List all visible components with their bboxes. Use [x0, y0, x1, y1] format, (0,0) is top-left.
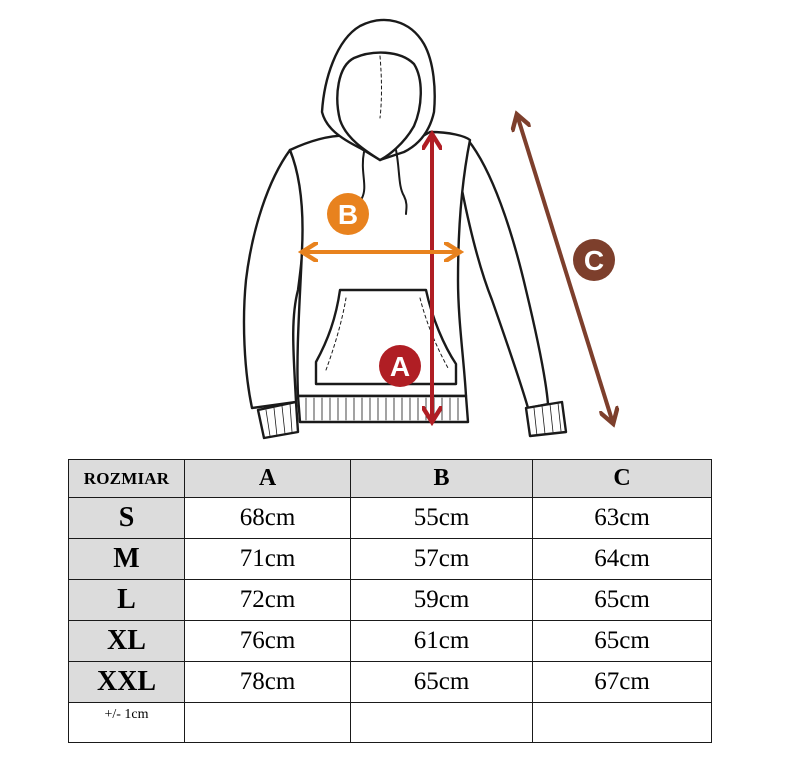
- measure-a-cell: 71cm: [185, 539, 351, 580]
- svg-text:A: A: [389, 351, 411, 382]
- waistband: [298, 396, 468, 422]
- tolerance-note: +/- 1cm: [69, 703, 185, 743]
- measure-c-cell: 65cm: [533, 580, 712, 621]
- measure-b-cell: 55cm: [351, 498, 533, 539]
- header-column-b: B: [351, 460, 533, 498]
- header-size-label: ROZMIAR: [69, 460, 185, 498]
- measure-b-cell: 59cm: [351, 580, 533, 621]
- size-cell: S: [69, 498, 185, 539]
- measure-c-cell: 67cm: [533, 662, 712, 703]
- table-row: [69, 662, 712, 703]
- svg-text:B: B: [337, 199, 359, 230]
- measure-c-cell: 64cm: [533, 539, 712, 580]
- header-column-a: A: [185, 460, 351, 498]
- size-chart-table: [68, 459, 712, 743]
- size-cell: M: [69, 539, 185, 580]
- size-cell: XXL: [69, 662, 185, 703]
- tolerance-row: [69, 703, 712, 743]
- measure-c-cell: 65cm: [533, 621, 712, 662]
- table-row: [69, 621, 712, 662]
- size-cell: L: [69, 580, 185, 621]
- size-cell: XL: [69, 621, 185, 662]
- badge-c: [573, 239, 615, 281]
- right-sleeve: [462, 140, 548, 408]
- measure-b-cell: 61cm: [351, 621, 533, 662]
- empty-cell: [185, 703, 351, 743]
- badge-b: [327, 193, 369, 235]
- measure-a-cell: 78cm: [185, 662, 351, 703]
- empty-cell: [533, 703, 712, 743]
- measure-c-cell: 63cm: [533, 498, 712, 539]
- empty-cell: [351, 703, 533, 743]
- measure-a-cell: 68cm: [185, 498, 351, 539]
- table-header-row: [69, 460, 712, 498]
- measure-b-cell: 57cm: [351, 539, 533, 580]
- table-row: [69, 580, 712, 621]
- badge-a: [379, 345, 421, 387]
- header-column-c: C: [533, 460, 712, 498]
- svg-text:C: C: [583, 245, 605, 276]
- measure-b-cell: 65cm: [351, 662, 533, 703]
- left-sleeve: [244, 150, 305, 408]
- table-row: [69, 498, 712, 539]
- table-row: [69, 539, 712, 580]
- measure-a-cell: 76cm: [185, 621, 351, 662]
- measure-a-cell: 72cm: [185, 580, 351, 621]
